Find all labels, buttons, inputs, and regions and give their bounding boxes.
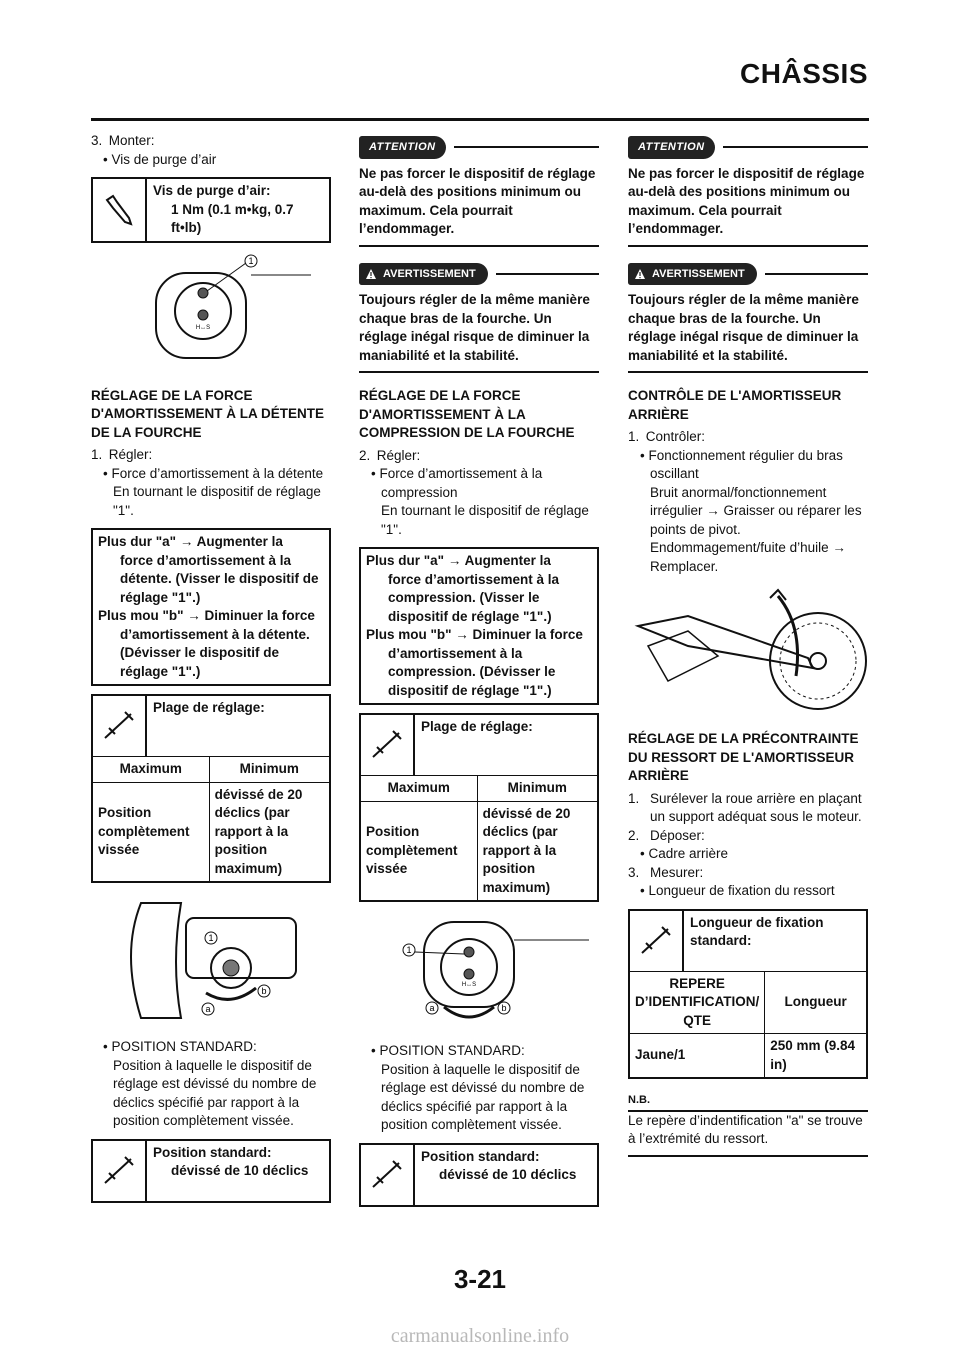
arrow-softer-sub: d’amortissement à la détente. (Dévisser le dispositif de réglage "1".) (120, 626, 310, 679)
attention-header (359, 136, 599, 159)
range-label: Plage de réglage: (421, 719, 533, 734)
range-box-compression (359, 713, 599, 902)
col-header-min: Minimum (209, 757, 329, 783)
page-title: CHÂSSIS (740, 58, 868, 89)
warning-header (628, 263, 868, 286)
fig2-callout-a: a (205, 1004, 211, 1014)
fig3-callout-a: a (429, 1003, 435, 1013)
step-remove: 2. Déposer: (628, 827, 705, 843)
arrow-harder: Plus dur "a" → Augmenter la (98, 534, 283, 549)
warning-triangle-icon (634, 268, 646, 280)
std-value: dévissé de 10 déclics (171, 1163, 309, 1178)
step-2: 2. Régler: (359, 447, 421, 463)
header-rule (91, 118, 869, 121)
arrow-box-rebound (91, 528, 331, 686)
section-heading-rebound: RÉGLAGE DE LA FORCE D'AMORTISSEMENT À LA DÉTENTE DE LA FOURCHE (91, 387, 324, 440)
cell-length: 250 mm (9.84 in) (765, 1034, 866, 1078)
cell-min: dévissé de 20 déclics (par rapport à la position maximum) (477, 801, 597, 900)
std-label: Position standard: (153, 1144, 272, 1160)
attention-text: Ne pas forcer le dispositif de réglage au-delà des positions minimum ou maximum. Cela pourrait l’endommager. (628, 165, 868, 247)
warning-text: Toujours régler de la même manière chaque bras de la fourche. Un réglage inégal risque de diminuer la maniabilité et la stabilité. (359, 291, 599, 373)
bullet-std-position-sub: Position à laquelle le dispositif de réglage est dévissé du nombre de déclics spécifié par rapport à la position complètement vissée. (113, 1057, 317, 1128)
fig2-callout-1: 1 (208, 933, 214, 943)
bullet-std-position: • POSITION STANDARD: (369, 1042, 599, 1061)
warning-badge: AVERTISSEMENT (359, 263, 488, 286)
spec-box-torque (91, 177, 331, 243)
std-box-compression (359, 1143, 599, 1207)
column-3 (628, 132, 868, 1157)
caliper-icon (361, 1145, 415, 1205)
range-box-rebound (91, 694, 331, 883)
bullet-swingarm: • Fonctionnement régulier du bras oscillant (638, 447, 868, 484)
spec-box-spring (628, 909, 868, 1080)
bullet-std-position: • POSITION STANDARD: (101, 1038, 331, 1057)
figure-bleed-screw (91, 253, 331, 373)
nb-heading: N.B. (628, 1091, 868, 1112)
attention-text: Ne pas forcer le dispositif de réglage au-delà des positions minimum ou maximum. Cela pourrait l’endommager. (359, 165, 599, 247)
col-header-length: Longueur (765, 971, 866, 1034)
caliper-icon (93, 696, 147, 756)
caliper-icon (630, 911, 684, 971)
fig2-callout-b: b (261, 986, 267, 996)
section-heading-rear-shock: CONTRÔLE DE L'AMORTISSEUR ARRIÈRE (628, 388, 842, 422)
std-value: dévissé de 10 déclics (439, 1167, 577, 1182)
figure-compression-adjuster (359, 912, 599, 1032)
range-table (361, 775, 597, 900)
section-heading-preload: RÉGLAGE DE LA PRÉCONTRAINTE DU RESSORT DE L'AMORTISSEUR ARRIÈRE (628, 731, 859, 783)
bullet-compression: • Force d’amortissement à la compression (369, 465, 599, 502)
arrow-softer: Plus mou "b" → Diminuer la force (98, 608, 315, 623)
cell-id: Jaune/1 (630, 1034, 765, 1078)
cell-min: dévissé de 20 déclics (par rapport à la position maximum) (209, 782, 329, 881)
attention-badge: ATTENTION (359, 136, 446, 159)
fig3-hs-mark: H↔S (461, 982, 477, 988)
fig1-callout-1: 1 (248, 255, 254, 266)
bullet-std-position-sub: Position à laquelle le dispositif de réglage est dévissé du nombre de déclics spécifié par rapport à la position complètement vissée. (381, 1061, 585, 1132)
arrow-box-compression (359, 547, 599, 705)
col-header-id: REPERE D’IDENTIFICATION/ QTE (630, 971, 765, 1034)
figure-swingarm (628, 586, 868, 716)
fig1-hs-mark: H↔S (195, 324, 211, 331)
cell-max: Position complètement vissée (93, 782, 209, 881)
watermark-footer: carmanualsonline.info (390, 1325, 570, 1347)
range-label: Plage de réglage: (153, 700, 265, 715)
fig3-callout-b: b (501, 1003, 507, 1013)
arrow-harder: Plus dur "a" → Augmenter la (366, 553, 551, 568)
bullet-bleed-screw: • Vis de purge d’air (101, 151, 331, 170)
col-header-max: Maximum (361, 776, 477, 802)
spring-table (630, 971, 866, 1078)
figure-rebound-adjuster (91, 893, 331, 1028)
col-header-max: Maximum (93, 757, 209, 783)
attention-badge: ATTENTION (628, 136, 715, 159)
arrow-harder-sub: force d’amortissement à la compression. (Visser le dispositif de réglage "1".) (388, 571, 560, 624)
std-label: Position standard: (421, 1148, 540, 1164)
bullet-rear-frame: • Cadre arrière (638, 845, 868, 864)
column-2 (359, 132, 599, 1207)
bullet-rebound: • Force d’amortissement à la détente (101, 465, 331, 484)
bullet-spring-length: • Longueur de fixation du ressort (638, 882, 868, 901)
bullet-rebound-sub: En tournant le dispositif de réglage "1". (113, 484, 321, 518)
attention-header (628, 136, 868, 159)
range-table (93, 756, 329, 881)
section-heading-compression: RÉGLAGE DE LA FORCE D'AMORTISSEMENT À LA COMPRESSION DE LA FOURCHE (359, 388, 575, 440)
wrench-icon (93, 179, 147, 241)
cell-max: Position complètement vissée (361, 801, 477, 900)
step-1: 1. Contrôler: (628, 429, 706, 444)
warning-triangle-icon (365, 268, 377, 280)
spec-value: 1 Nm (0.1 m•kg, 0.7 ft•lb) (171, 201, 294, 235)
warning-header (359, 263, 599, 286)
bullet-compression-sub: En tournant le dispositif de réglage "1". (381, 503, 589, 537)
warning-badge: AVERTISSEMENT (628, 263, 757, 286)
arrow-harder-sub: force d’amortissement à la détente. (Visser le dispositif de réglage "1".) (120, 552, 319, 605)
spec-label: Longueur de fixation standard: (690, 914, 824, 948)
bullet-swingarm-sub2: Endommagement/fuite d’huile → Remplacer. (650, 540, 846, 574)
arrow-softer-sub: d’amortissement à la compression. (Dévisser le dispositif de réglage "1".) (388, 645, 556, 698)
step-lift-wheel: 1. Surélever la roue arrière en plaçant un support adéquat sous le moteur. (628, 790, 862, 824)
col-header-min: Minimum (477, 776, 597, 802)
step-3: 3. Monter: (91, 133, 155, 148)
arrow-softer: Plus mou "b" → Diminuer la force (366, 627, 583, 642)
page-number: 3-21 (453, 1264, 507, 1294)
column-1 (91, 132, 331, 1203)
nb-text: Le repère d’indentification "a" se trouve à l’extrémité du ressort. (628, 1112, 868, 1157)
spec-label: Vis de purge d’air: (153, 183, 271, 198)
fig3-callout-1: 1 (406, 945, 412, 955)
step-1: 1. Régler: (91, 447, 153, 462)
caliper-icon (93, 1141, 147, 1201)
bullet-swingarm-sub1: Bruit anormal/fonctionnement irrégulier → Graisser ou réparer les points de pivot. (650, 484, 862, 537)
step-measure: 3. Mesurer: (628, 864, 704, 880)
std-box-rebound (91, 1139, 331, 1203)
warning-text: Toujours régler de la même manière chaque bras de la fourche. Un réglage inégal risque de diminuer la maniabilité et la stabilité. (628, 291, 868, 373)
caliper-icon (361, 715, 415, 775)
